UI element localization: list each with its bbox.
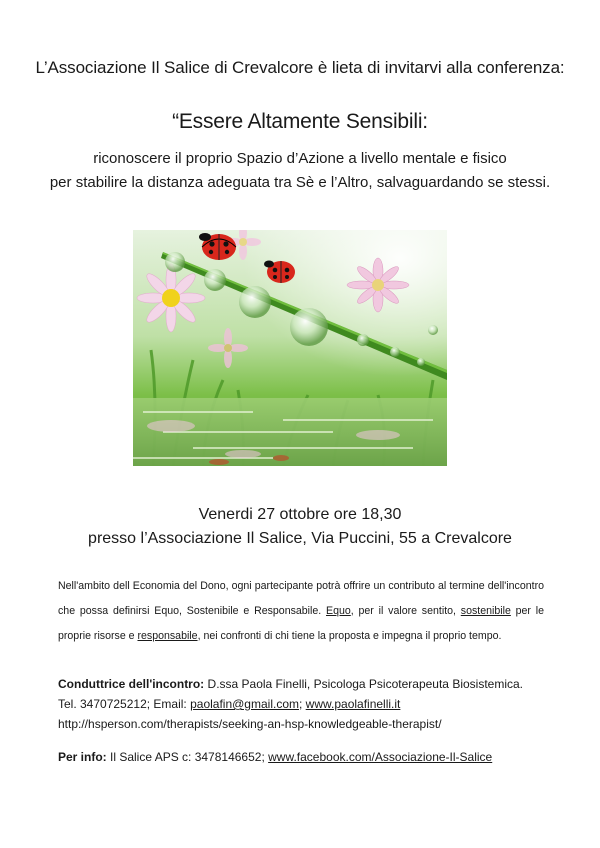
gift-economy-text-3: per le proprie risorse e — [58, 605, 545, 642]
conference-title: “Essere Altamente Sensibili: — [172, 110, 428, 133]
ladybugs-on-grass-photo — [133, 230, 447, 466]
hsperson-url: http://hsperson.com/therapists/seeking-an-hsp-knowledgeable-therapist/ — [58, 717, 442, 731]
website-link[interactable]: www.paolafinelli.it — [305, 697, 401, 711]
sostenibile-word: sostenibile — [460, 605, 511, 617]
event-date: Venerdi 27 ottobre ore 18,30 — [198, 506, 402, 523]
gift-economy-text-2: , per il valore sentito, — [350, 605, 461, 617]
subtitle-line-1: riconoscere il proprio Spazio d’Azione a livello mentale e fisico — [93, 150, 507, 167]
phone-text: Tel. 3470725212; Email: — [58, 697, 191, 711]
gift-economy-text-4: , nei confronti di chi tiene la proposta e impegna il proprio tempo. — [197, 630, 502, 642]
gift-economy-paragraph — [58, 574, 544, 649]
responsabile-word: responsabile — [137, 630, 198, 642]
contact-line — [58, 694, 578, 714]
contact-separator: ; — [299, 697, 306, 711]
info-line — [58, 750, 578, 764]
conductor-line — [58, 674, 578, 694]
info-text: Il Salice APS c: 3478146652; — [106, 750, 269, 764]
facebook-link[interactable]: www.facebook.com/Associazione-Il-Salice — [268, 750, 493, 764]
event-venue: presso l’Associazione Il Salice, Via Puccini, 55 a Crevalcore — [88, 530, 512, 547]
gift-economy-text-1: Nell'ambito dell Economia del Dono, ogni partecipante potrà offrire un contributo al termine dell'incontro che possa definirsi Equo, Sostenibile e Responsabile. — [58, 580, 544, 617]
conductor-label: Conduttrice dell'incontro: — [58, 677, 205, 691]
info-label: Per info: — [58, 750, 107, 764]
conductor-value: D.ssa Paola Finelli, Psicologa Psicoterapeuta Biosistemica. — [204, 677, 524, 691]
subtitle-line-2: per stabilire la distanza adeguata tra Sè e l’Altro, salvaguardando se stessi. — [49, 174, 551, 191]
contacts-block — [58, 674, 578, 734]
invitation-line: L’Associazione Il Salice di Crevalcore è lieta di invitarvi alla conferenza: — [35, 58, 565, 77]
email-link[interactable]: paolafin@gmail.com — [190, 697, 299, 711]
equo-word: Equo — [326, 605, 351, 617]
